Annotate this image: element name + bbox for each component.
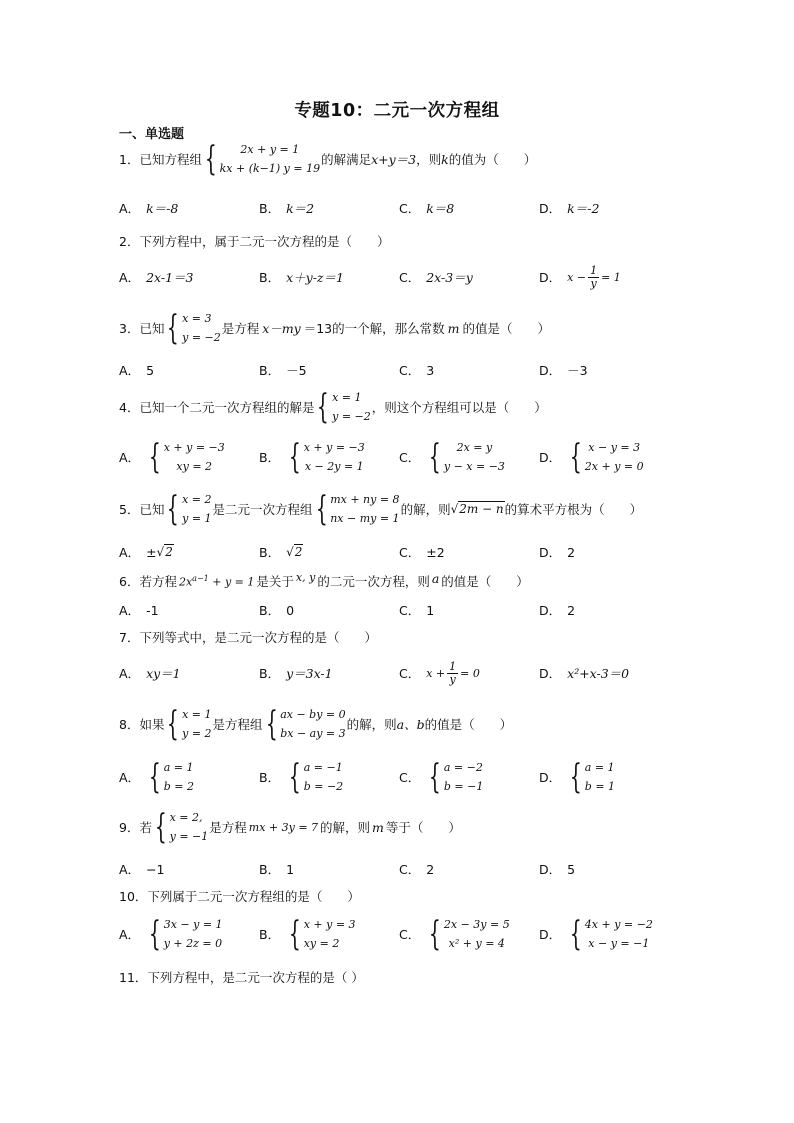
option-a[interactable]: A． −1 xyxy=(119,861,165,877)
option-b[interactable]: B． { a = −1 b = −2 xyxy=(259,757,344,797)
equation-system: { x = 1 y = 2 xyxy=(167,704,212,744)
question-number: 2． xyxy=(119,234,140,249)
square-root: √2m − n xyxy=(450,502,504,516)
option-d[interactable]: D． { x − y = 3 2x + y = 0 xyxy=(539,437,644,477)
option-a[interactable]: A． ± √2 xyxy=(119,544,173,560)
question-8: 8． 如果 { x = 1 y = 2 是方程组 { ax − by = 0 bx − ay = 3 的解，则 a、b 的值是（ ） xyxy=(119,704,513,744)
options-1 xyxy=(119,199,679,217)
option-c[interactable]: C． 2x-3＝y xyxy=(399,270,473,285)
fraction: $\frac{1}{y}$ xyxy=(449,659,457,686)
question-number: 7． xyxy=(119,630,140,645)
question-number: 5． xyxy=(119,502,140,517)
equation-system: { x = 1 y = −2 xyxy=(317,387,371,427)
option-b[interactable]: B． x＋y-z＝1 xyxy=(259,270,344,285)
options-5 xyxy=(119,543,679,561)
option-b[interactable]: B． { x + y = 3 xy = 2 xyxy=(259,914,356,954)
equation-system: { x = 3 y = −2 xyxy=(167,308,221,348)
equation-system: { x = 2 y = 1 xyxy=(167,489,212,529)
option-b[interactable]: B． k＝2 xyxy=(259,201,315,216)
options-3 xyxy=(119,361,679,379)
options-9 xyxy=(119,860,679,878)
option-b[interactable]: B． －5 xyxy=(259,363,307,378)
option-c[interactable]: C． k＝8 xyxy=(399,201,455,216)
option-d[interactable]: D． k＝-2 xyxy=(539,201,600,216)
question-number: 6． xyxy=(119,574,140,589)
option-b[interactable]: B． { x + y = −3 x − 2y = 1 xyxy=(259,437,365,477)
question-number: 10． xyxy=(119,889,148,904)
option-d[interactable]: D． －3 xyxy=(539,363,588,378)
option-a[interactable]: A． { x + y = −3 xy = 2 xyxy=(119,437,225,477)
section-heading: 一、单选题 xyxy=(119,127,185,142)
question-5: 5． 已知 { x = 2 y = 1 是二元一次方程组 { mx + ny = 8 nx − my = 1 的解，则 √2m − n 的算术平方根为（ ） xyxy=(119,489,643,529)
options-7 xyxy=(119,658,679,688)
equation-system: { 2x + y = 1 kx + (k−1) y = 19 xyxy=(204,139,321,179)
options-6 xyxy=(119,601,679,619)
equation-system: { mx + ny = 8 nx − my = 1 xyxy=(315,489,400,529)
question-number: 8． xyxy=(119,717,140,732)
options-4 xyxy=(119,438,679,476)
fraction: $\frac{1}{y}$ xyxy=(590,263,598,290)
options-8 xyxy=(119,758,679,796)
question-10: 10． 下列属于二元一次方程组的是（ ） xyxy=(119,889,360,904)
question-3: 3． 已知 { x = 3 y = −2 是方程 x－my ＝13的一个解，那么常数 m 的值是（ ） xyxy=(119,308,551,348)
option-b[interactable]: B． y＝3x-1 xyxy=(259,666,333,681)
option-b[interactable]: B． √2 xyxy=(259,545,303,560)
option-a[interactable]: A． k＝-8 xyxy=(119,201,179,216)
question-11: 11． 下列方程中，是二元一次方程的是（ ） xyxy=(119,970,364,985)
question-9: 9． 若 { x = 2, y = −1 是方程 mx + 3y = 7 的解，则 m 等于（ ） xyxy=(119,807,461,847)
question-6: 6． 若方程 $2x^{a-1} + y = 1$ 是关于 x, y 的二元一次方程，则 a 的值是（ ） xyxy=(119,570,529,589)
option-c[interactable]: C． 2 xyxy=(399,861,435,877)
question-number: 4． xyxy=(119,400,140,415)
option-d[interactable]: D． 5 xyxy=(539,861,576,877)
option-d[interactable]: D． { a = 1 b = 1 xyxy=(539,757,616,797)
options-2 xyxy=(119,262,679,292)
option-a[interactable]: A． { a = 1 b = 2 xyxy=(119,757,194,797)
option-a[interactable]: A． xy＝1 xyxy=(119,666,181,681)
option-d[interactable]: D． 2 xyxy=(539,544,576,560)
page-title: 专题10：二元一次方程组 xyxy=(294,101,500,121)
option-d[interactable]: D． { 4x + y = −2 x − y = −1 xyxy=(539,914,653,954)
equation-system: { ax − by = 0 bx − ay = 3 xyxy=(265,704,346,744)
question-7: 7． 下列等式中，是二元一次方程的是（ ） xyxy=(119,630,377,645)
option-d[interactable]: D． 2 xyxy=(539,602,576,618)
option-b[interactable]: B． 0 xyxy=(259,602,295,618)
equation-system: { x = 2, y = −1 xyxy=(154,807,209,847)
option-a[interactable]: A． { 3x − y = 1 y + 2z = 0 xyxy=(119,914,223,954)
option-b[interactable]: B． 1 xyxy=(259,861,295,877)
option-d[interactable]: D． x²+x-3＝0 xyxy=(539,666,630,681)
option-a[interactable]: A． 2x-1＝3 xyxy=(119,270,194,285)
option-c[interactable]: C． { a = −2 b = −1 xyxy=(399,757,484,797)
option-c[interactable]: C． 3 xyxy=(399,362,435,378)
option-c[interactable]: C． 1 xyxy=(399,602,435,618)
question-4: 4． 已知一个二元一次方程组的解是 { x = 1 y = −2 ，则这个方程组可以是（ ） xyxy=(119,387,547,427)
question-number: 9． xyxy=(119,820,140,835)
equation: $2x^{a-1} + y = 1$ xyxy=(178,573,255,589)
question-number: 3． xyxy=(119,321,140,336)
question-number: 11． xyxy=(119,970,148,985)
question-number: 1． xyxy=(119,152,140,167)
option-c[interactable]: C． { 2x − 3y = 5 x² + y = 4 xyxy=(399,914,510,954)
option-c[interactable]: C． { 2x = y y − x = −3 xyxy=(399,437,505,477)
option-a[interactable]: A． -1 xyxy=(119,602,159,618)
options-10 xyxy=(119,915,679,953)
option-a[interactable]: A． 5 xyxy=(119,362,155,378)
option-c[interactable]: C． ±2 xyxy=(399,544,445,560)
question-1: 1． 已知方程组 { 2x + y = 1 kx + (k−1) y = 19 的解满足 x+y＝3 ，则 k 的值为（ ） xyxy=(119,139,537,179)
question-2: 2． 下列方程中，属于二元一次方程的是（ ） xyxy=(119,234,390,249)
option-c[interactable]: C． x + $\frac{1}{y}$ = 0 xyxy=(399,659,480,686)
option-d[interactable]: D． x − $\frac{1}{y}$ = 1 xyxy=(539,263,621,290)
